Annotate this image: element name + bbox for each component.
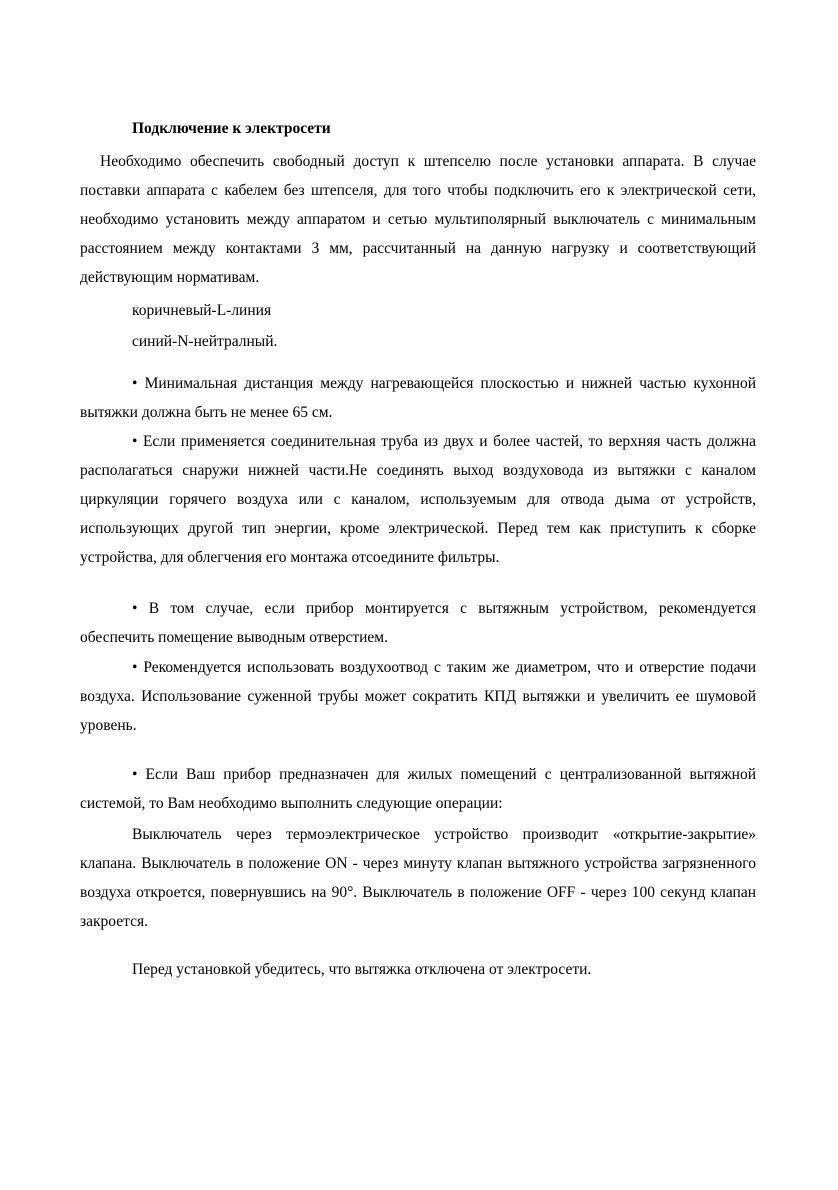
- bullet-distance: • Минимальная дистанция между нагревающейся плоскостью и нижней частью кухонной вытяжки должна быть не менее 65 см.: [80, 375, 756, 421]
- wire-blue-line: синий-N-нейтралный.: [132, 333, 278, 350]
- section-title: Подключение к электросети: [132, 120, 331, 137]
- switch-paragraph: Выключатель через термоэлектрическое устройство производит «открытие-закрытие» клапана. Выключатель в положение ON - через минуту клапан вытяжного устройства загрязненного воздуха откроется, повернувшись на 90°. Выключатель в положение OFF - через 100 секунд клапан закроется.: [80, 826, 756, 930]
- bullet-duct: • Рекомендуется использовать воздухоотвод с таким же диаметром, что и отверстие подачи воздуха. Использование суженной трубы может сократить КПД вытяжки и увеличить ее шумовой уровень.: [80, 659, 756, 734]
- final-note: Перед установкой убедитесь, что вытяжка отключена от электросети.: [132, 961, 592, 978]
- bullet-central: • Если Ваш прибор предназначен для жилых помещений с централизованной вытяжной системой, то Вам необходимо выполнить следующие операции:: [80, 766, 756, 812]
- bullet-vent: • В том случае, если прибор монтируется с вытяжным устройством, рекомендуется обеспечить помещение выводным отверстием.: [80, 600, 756, 646]
- bullet-pipe: • Если применяется соединительная труба из двух и более частей, то верхняя часть должна располагаться снаружи нижней части.Не соединять выход воздуховода из вытяжки с каналом циркуляции горячего воздуха или с каналом, используемым для отвода дыма от устройств, использующих другой тип энергии, кроме электрической. Перед тем как приступить к сборке устройства, для облегчения его монтажа отсоедините фильтры.: [80, 433, 756, 566]
- wire-brown-line: коричневый-L-линия: [132, 302, 272, 319]
- intro-paragraph: Необходимо обеспечить свободный доступ к штепселю после установки аппарата. В случае поставки аппарата с кабелем без штепселя, для того чтобы подключить его к электрической сети, необходимо установить между аппаратом и сетью мультиполярный выключатель с минимальным расстоянием между контактами 3 мм, рассчитанный на данную нагрузку и соответствующий действующим нормативам.: [80, 153, 756, 286]
